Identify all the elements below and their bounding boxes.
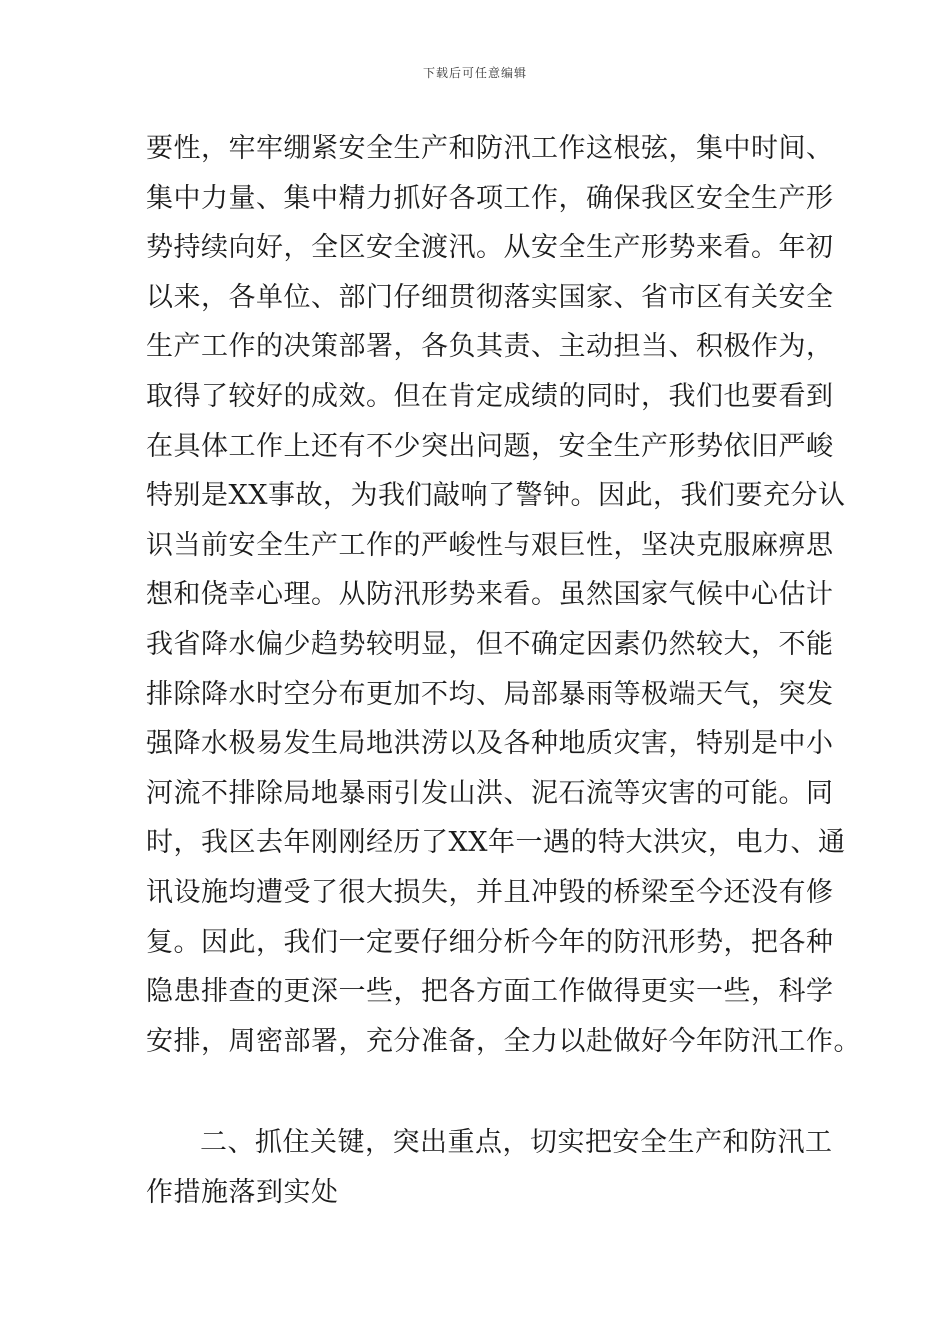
paragraph-line: 在具体工作上还有不少突出问题，安全生产形势依旧严峻 (146, 430, 834, 462)
paragraph-line: 我省降水偏少趋势较明显，但不确定因素仍然较大，不能 (146, 628, 834, 660)
paragraph-line: 想和侥幸心理。从防汛形势来看。虽然国家气候中心估计 (146, 579, 834, 611)
paragraph-line: 安排，周密部署，充分准备，全力以赴做好今年防汛工作。 (146, 1025, 861, 1057)
paragraph-line: 时，我区去年刚刚经历了XX年一遇的特大洪灾，电力、通 (146, 827, 846, 859)
paragraph-line: 河流不排除局地暴雨引发山洪、泥石流等灾害的可能。同 (146, 777, 834, 809)
paragraph-line: 复。因此，我们一定要仔细分析今年的防汛形势，把各种 (146, 926, 834, 958)
paragraph-line: 生产工作的决策部署，各负其责、主动担当、积极作为， (146, 331, 834, 363)
body-paragraph (146, 124, 861, 1066)
paragraph-line: 隐患排查的更深一些，把各方面工作做得更实一些，科学 (146, 976, 834, 1008)
section-heading (146, 1118, 833, 1217)
paragraph-line: 讯设施均遭受了很大损失，并且冲毁的桥梁至今还没有修 (146, 876, 834, 908)
paragraph-line: 要性，牢牢绷紧安全生产和防汛工作这根弦，集中时间、 (146, 133, 834, 164)
paragraph-line: 势持续向好，全区安全渡汛。从安全生产形势来看。年初 (146, 232, 834, 264)
paragraph-line: 识当前安全生产工作的严峻性与艰巨性，坚决克服麻痹思 (146, 529, 834, 561)
paragraph-line: 强降水极易发生局地洪涝以及各种地质灾害，特别是中小 (146, 728, 834, 760)
section-heading-line: 二、抓住关键，突出重点，切实把安全生产和防汛工 (200, 1127, 833, 1158)
paragraph-line: 以来，各单位、部门仔细贯彻落实国家、省市区有关安全 (146, 281, 834, 313)
paragraph-line: 取得了较好的成效。但在肯定成绩的同时，我们也要看到 (146, 380, 834, 412)
page-header: 下载后可任意编辑 (422, 66, 527, 80)
section-heading-line: 作措施落到实处 (146, 1176, 339, 1208)
paragraph-line: 特别是XX事故，为我们敲响了警钟。因此，我们要充分认 (146, 480, 846, 512)
paragraph-line: 排除降水时空分布更加不均、局部暴雨等极端天气，突发 (146, 678, 834, 710)
paragraph-line: 集中力量、集中精力抓好各项工作，确保我区安全生产形 (146, 182, 834, 214)
